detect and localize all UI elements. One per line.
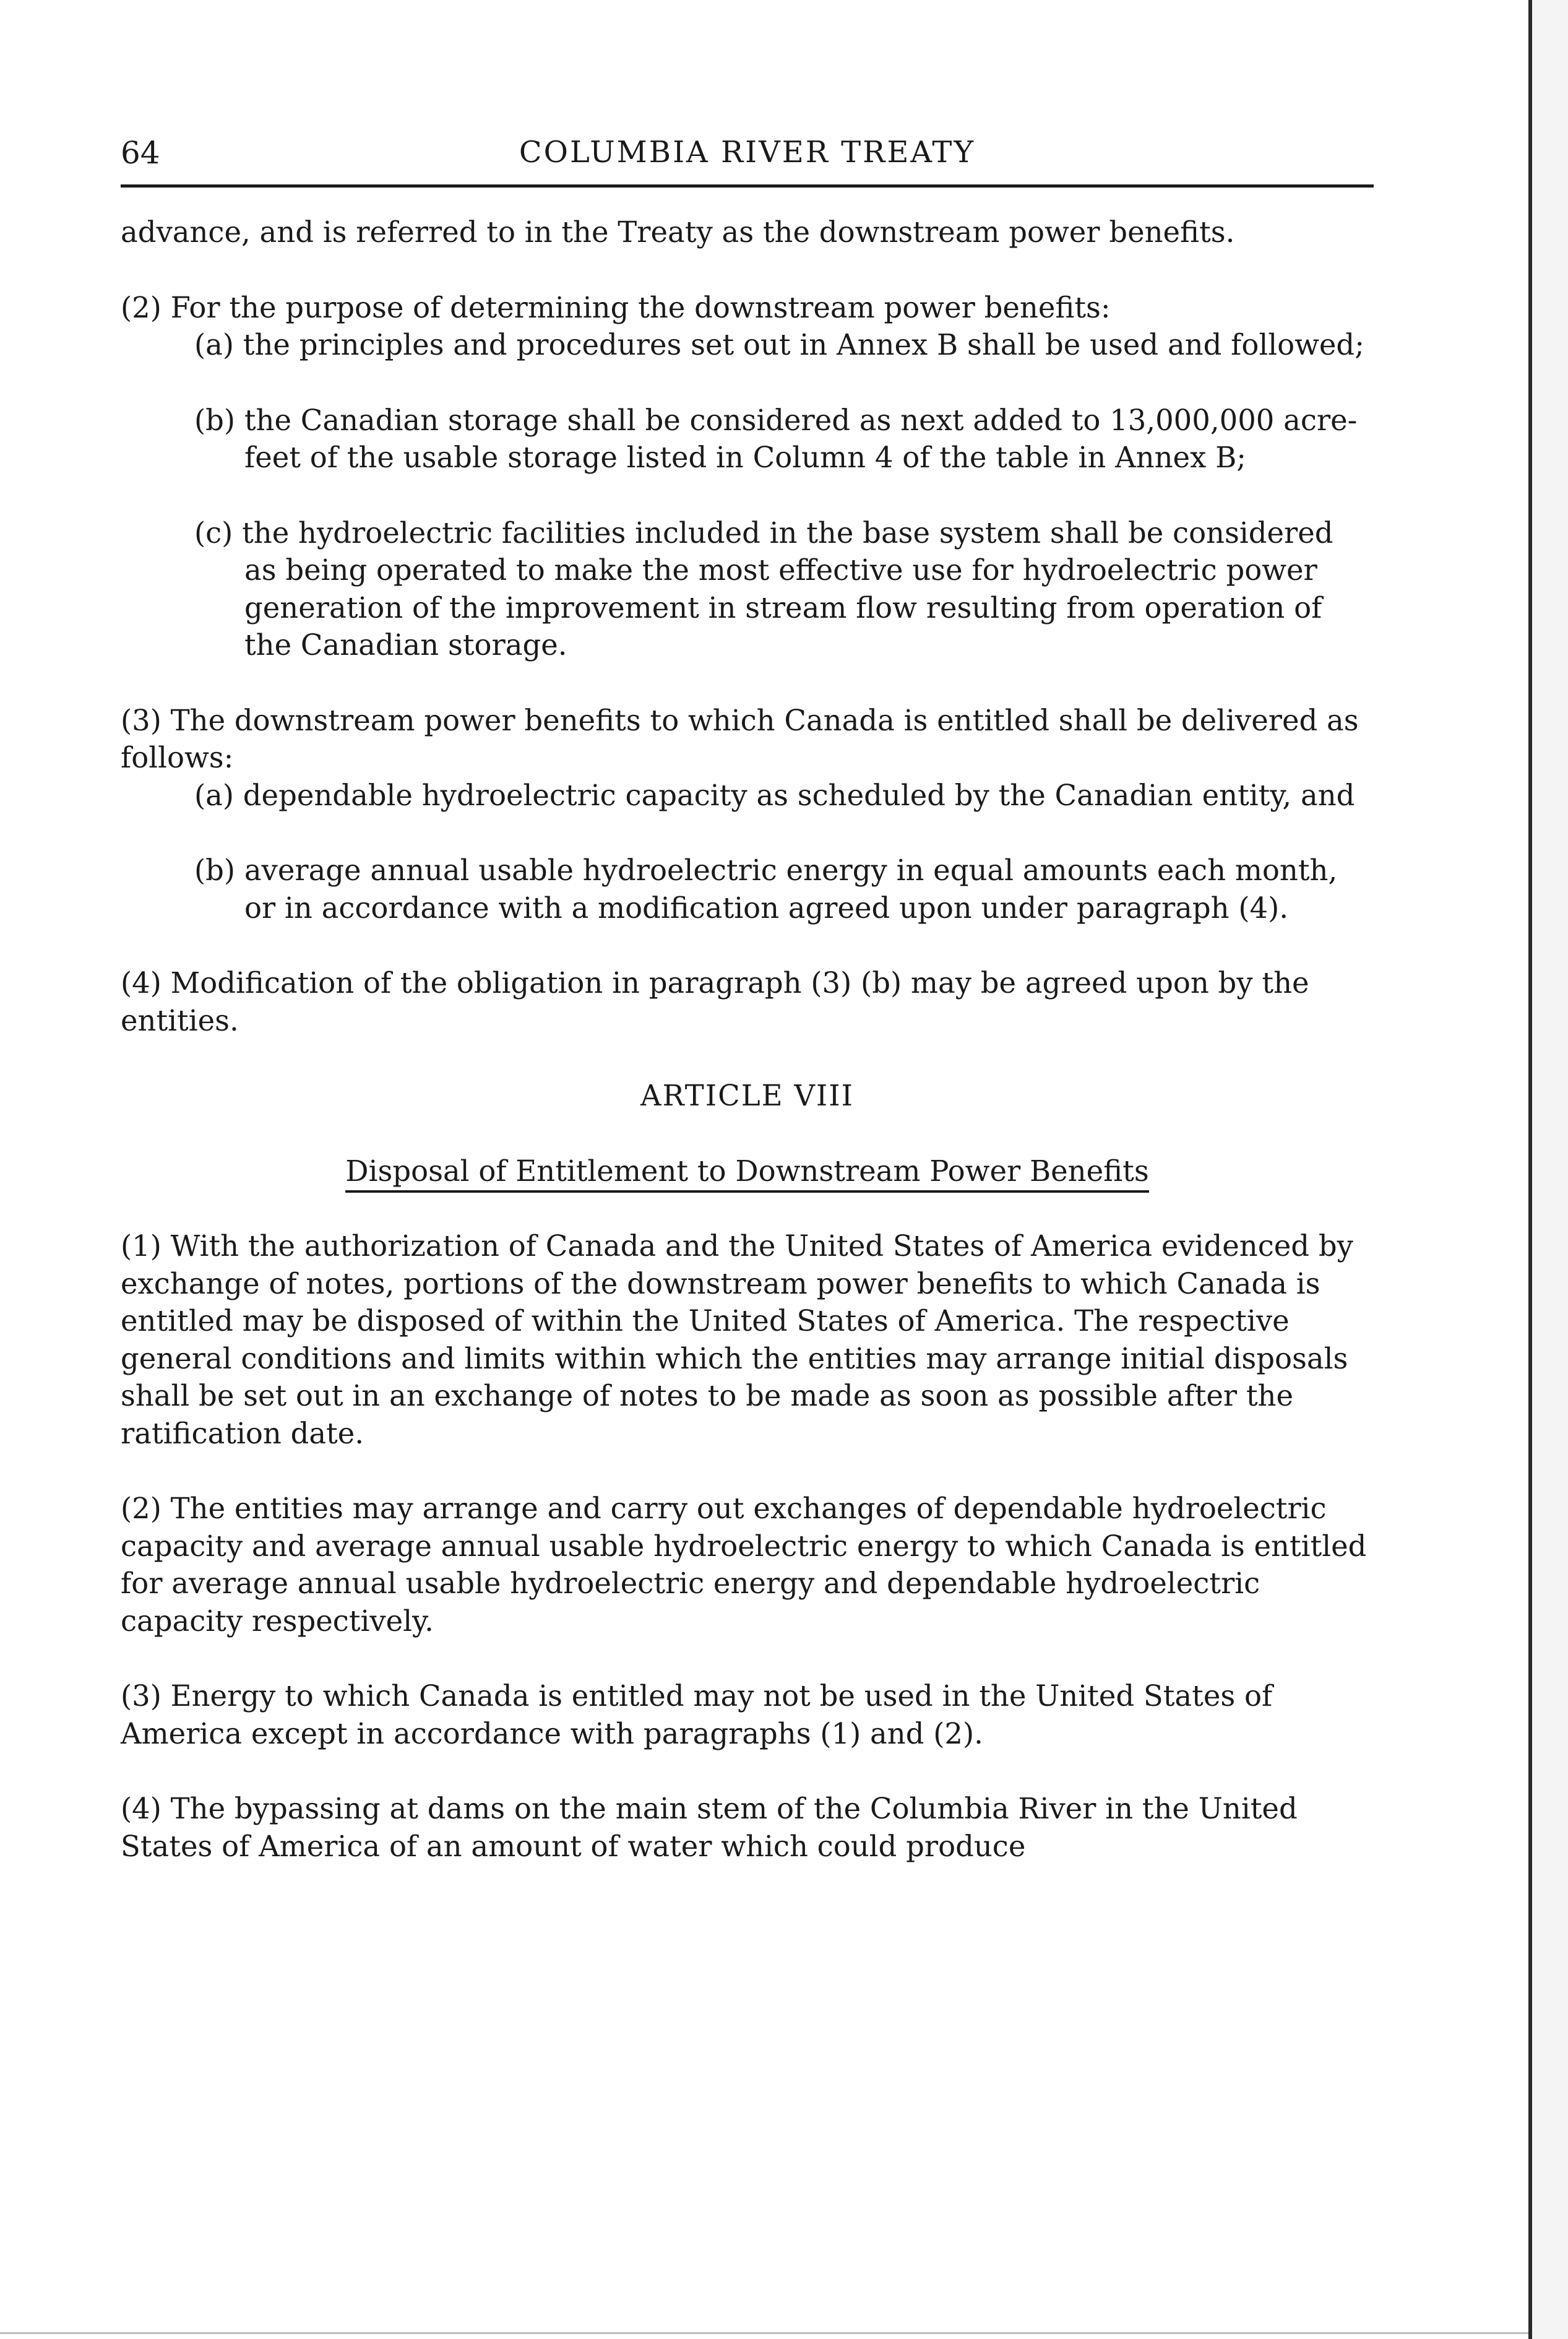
running-title: COLUMBIA RIVER TREATY bbox=[519, 135, 976, 170]
paragraph-2-item-b: (b) the Canadian storage shall be considered as next added to 13,000,000 acre-feet of the usable storage listed in Column 4 of the table in Annex B; bbox=[194, 403, 1358, 474]
page-number: 64 bbox=[121, 135, 160, 171]
page-header bbox=[121, 135, 1374, 188]
page-bottom-edge bbox=[0, 2332, 1528, 2334]
paragraph-2-item-a: (a) the principles and procedures set out in Annex B shall be used and followed; bbox=[194, 328, 1364, 361]
article-paragraph-3: (3) Energy to which Canada is entitled may not be used in the United States of America except in accordance with paragraphs (1) and (2). bbox=[121, 1679, 1273, 1750]
paragraph-2-item-c: (c) the hydroelectric facilities included in the base system shall be considered as being operated to make the most effective use for hydroelectric power generation of the improvement in stream flow resulting from operation of the Canadian storage. bbox=[194, 516, 1333, 662]
paragraph-3-intro: (3) The downstream power benefits to which Canada is entitled shall be delivered as follows: bbox=[121, 703, 1359, 774]
article-paragraph-1: (1) With the authorization of Canada and the United States of America evidenced by exchange of notes, portions of the downstream power benefits to which Canada is entitled may be disposed of within the United States of America. The respective general conditions and limits within which the entities may arrange initial disposals shall be set out in an exchange of notes to be made as soon as possible after the ratification date. bbox=[121, 1229, 1353, 1450]
scan-margin bbox=[1532, 0, 1568, 2339]
article-paragraph-4: (4) The bypassing at dams on the main stem of the Columbia River in the United States of America of an amount of water which could produce bbox=[121, 1792, 1298, 1863]
paragraph-2-intro: (2) For the purpose of determining the downstream power benefits: bbox=[121, 290, 1111, 324]
page-edge-line bbox=[1528, 0, 1532, 2339]
article-subtitle: Disposal of Entitlement to Downstream Power Benefits bbox=[345, 1154, 1148, 1193]
paragraph-3-item-a: (a) dependable hydroelectric capacity as scheduled by the Canadian entity, and bbox=[194, 778, 1355, 812]
paragraph-4: (4) Modification of the obligation in paragraph (3) (b) may be agreed upon by the entities. bbox=[121, 966, 1309, 1037]
continuation-paragraph: advance, and is referred to in the Treaty as the downstream power benefits. bbox=[121, 215, 1235, 249]
paragraph-3-item-b: (b) average annual usable hydroelectric energy in equal amounts each month, or in accordance with a modification agreed upon under paragraph (4). bbox=[194, 854, 1338, 925]
article-title: ARTICLE VIII bbox=[640, 1079, 855, 1112]
document-body bbox=[121, 214, 1374, 1903]
article-subtitle-wrap bbox=[121, 1152, 1374, 1190]
document-page bbox=[121, 0, 1374, 2339]
article-paragraph-2: (2) The entities may arrange and carry out exchanges of dependable hydroelectric capacity and average annual usable hydroelectric energy to which Canada is entitled for average annual usable hydroelectric energy and dependable hydroelectric capacity respectively. bbox=[121, 1492, 1367, 1638]
